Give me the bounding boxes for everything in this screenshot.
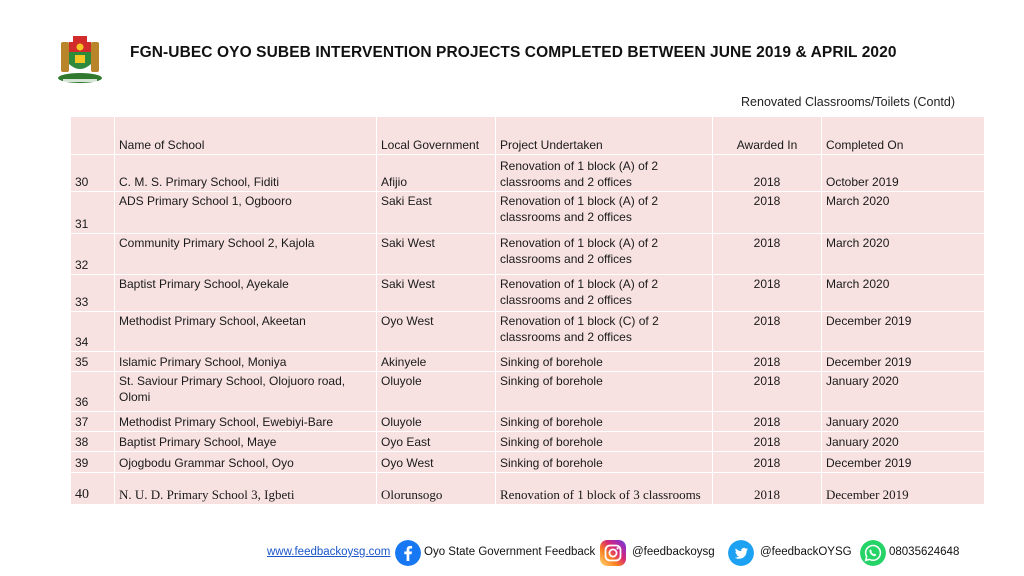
completed-on: December 2019 [822, 352, 985, 372]
awarded-in: 2018 [713, 275, 822, 312]
school-name: St. Saviour Primary School, Olojuoro road, Olomi [115, 372, 377, 412]
completed-on: October 2019 [822, 155, 985, 192]
row-number: 33 [71, 275, 115, 312]
section-subtitle: Renovated Classrooms/Toilets (Contd) [741, 95, 955, 109]
school-name: Methodist Primary School, Akeetan [115, 312, 377, 352]
table-header-row [71, 117, 985, 155]
facebook-icon[interactable] [395, 540, 421, 566]
instagram-handle: @feedbackoysg [632, 546, 715, 558]
local-government: Oluyole [377, 372, 496, 412]
oyo-state-crest-icon [55, 34, 105, 84]
awarded-in: 2018 [713, 452, 822, 473]
row-number: 38 [71, 432, 115, 452]
table-row [71, 372, 985, 412]
local-government: Oyo West [377, 452, 496, 473]
project-undertaken: Renovation of 1 block (A) of 2 classrooms and 2 offices [496, 234, 713, 275]
completed-on: December 2019 [822, 473, 985, 505]
completed-on: January 2020 [822, 372, 985, 412]
projects-table [70, 116, 985, 505]
school-name: Baptist Primary School, Maye [115, 432, 377, 452]
awarded-in: 2018 [713, 234, 822, 275]
awarded-in: 2018 [713, 473, 822, 505]
project-undertaken: Renovation of 1 block (A) of 2 classrooms and 2 offices [496, 192, 713, 234]
local-government: Oyo East [377, 432, 496, 452]
column-header-project: Project Undertaken [496, 117, 713, 155]
row-number: 31 [71, 192, 115, 234]
table-row [71, 352, 985, 372]
completed-on: March 2020 [822, 275, 985, 312]
whatsapp-number: 08035624648 [889, 546, 960, 558]
table-row [71, 155, 985, 192]
table-row [71, 312, 985, 352]
completed-on: January 2020 [822, 432, 985, 452]
twitter-icon[interactable] [728, 540, 754, 566]
facebook-handle: Oyo State Government Feedback [424, 546, 596, 558]
school-name: Ojogbodu Grammar School, Oyo [115, 452, 377, 473]
local-government: Oluyole [377, 412, 496, 432]
local-government: Olorunsogo [377, 473, 496, 505]
local-government: Akinyele [377, 352, 496, 372]
completed-on: January 2020 [822, 412, 985, 432]
completed-on: December 2019 [822, 312, 985, 352]
school-name: Islamic Primary School, Moniya [115, 352, 377, 372]
row-number: 30 [71, 155, 115, 192]
school-name: Methodist Primary School, Ewebiyi-Bare [115, 412, 377, 432]
awarded-in: 2018 [713, 155, 822, 192]
project-undertaken: Sinking of borehole [496, 432, 713, 452]
table-row [71, 473, 985, 505]
table-row [71, 192, 985, 234]
column-header-lga: Local Government [377, 117, 496, 155]
table-row [71, 432, 985, 452]
local-government: Saki East [377, 192, 496, 234]
completed-on: December 2019 [822, 452, 985, 473]
row-number: 35 [71, 352, 115, 372]
project-undertaken: Sinking of borehole [496, 372, 713, 412]
row-number: 39 [71, 452, 115, 473]
completed-on: March 2020 [822, 234, 985, 275]
local-government: Saki West [377, 275, 496, 312]
school-name: C. M. S. Primary School, Fiditi [115, 155, 377, 192]
local-government: Saki West [377, 234, 496, 275]
instagram-icon[interactable] [600, 540, 626, 566]
awarded-in: 2018 [713, 312, 822, 352]
row-number: 40 [71, 473, 115, 505]
school-name: ADS Primary School 1, Ogbooro [115, 192, 377, 234]
footer-contact-bar [0, 540, 1024, 570]
school-name: Community Primary School 2, Kajola [115, 234, 377, 275]
awarded-in: 2018 [713, 412, 822, 432]
column-header-awarded: Awarded In [713, 117, 822, 155]
local-government: Afijio [377, 155, 496, 192]
website-link[interactable]: www.feedbackoysg.com [267, 546, 391, 558]
whatsapp-icon[interactable] [860, 540, 886, 566]
awarded-in: 2018 [713, 352, 822, 372]
awarded-in: 2018 [713, 372, 822, 412]
row-number: 36 [71, 372, 115, 412]
table-row [71, 275, 985, 312]
project-undertaken: Renovation of 1 block of 3 classrooms [496, 473, 713, 505]
school-name: N. U. D. Primary School 3, Igbeti [115, 473, 377, 505]
column-header-completed: Completed On [822, 117, 985, 155]
project-undertaken: Sinking of borehole [496, 352, 713, 372]
column-header-number [71, 117, 115, 155]
awarded-in: 2018 [713, 192, 822, 234]
table-row [71, 452, 985, 473]
row-number: 32 [71, 234, 115, 275]
project-undertaken: Sinking of borehole [496, 452, 713, 473]
project-undertaken: Renovation of 1 block (A) of 2 classrooms and 2 offices [496, 155, 713, 192]
local-government: Oyo West [377, 312, 496, 352]
project-undertaken: Renovation of 1 block (C) of 2 classrooms and 2 offices [496, 312, 713, 352]
column-header-school: Name of School [115, 117, 377, 155]
twitter-handle: @feedbackOYSG [760, 546, 852, 558]
page-title: FGN-UBEC OYO SUBEB INTERVENTION PROJECTS COMPLETED BETWEEN JUNE 2019 & APRIL 2020 [130, 44, 897, 61]
completed-on: March 2020 [822, 192, 985, 234]
project-undertaken: Renovation of 1 block (A) of 2 classrooms and 2 offices [496, 275, 713, 312]
table-row [71, 234, 985, 275]
school-name: Baptist Primary School, Ayekale [115, 275, 377, 312]
project-undertaken: Sinking of borehole [496, 412, 713, 432]
awarded-in: 2018 [713, 432, 822, 452]
row-number: 37 [71, 412, 115, 432]
row-number: 34 [71, 312, 115, 352]
table-row [71, 412, 985, 432]
